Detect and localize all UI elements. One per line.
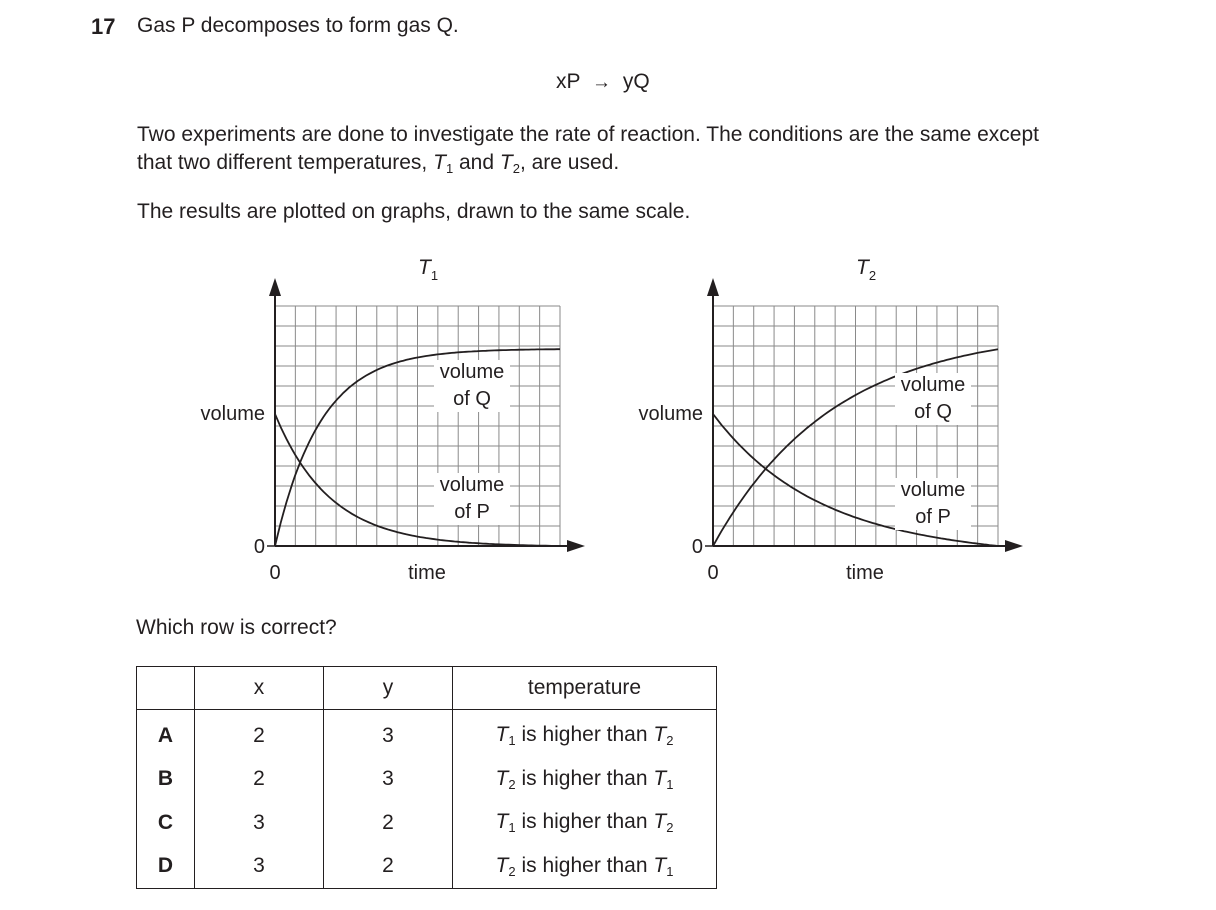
y-axis-label: volume [638, 403, 703, 425]
row-temperature: $T_2$ is higher than $T_1$ [453, 758, 717, 802]
row-letter: C [137, 801, 195, 845]
row-x-value: 3 [195, 801, 324, 845]
row-temperature: $T_2$ is higher than $T_1$ [453, 845, 717, 889]
table-row[interactable] [137, 801, 717, 845]
question-paragraph-2: The results are plotted on graphs, drawn to the same scale. [137, 200, 691, 223]
row-y-value: 3 [324, 758, 453, 802]
label-volume-of-p-line2: of P [915, 506, 951, 528]
row-temperature: $T_1$ is higher than $T_2$ [453, 710, 717, 758]
x-axis-label: time [846, 562, 884, 584]
label-volume-of-q-line2: of Q [914, 401, 952, 423]
graph-t1 [201, 256, 585, 584]
row-temperature: $T_1$ is higher than $T_2$ [453, 801, 717, 845]
question-number: 17 [91, 14, 116, 39]
label-volume-of-p-line2: of P [454, 501, 490, 523]
equation-arrow: → [591, 72, 611, 93]
graph-t2 [639, 256, 1023, 584]
question-prompt: Which row is correct? [136, 616, 337, 639]
row-letter: D [137, 845, 195, 889]
graph-title: $T_2$ [856, 256, 877, 283]
table-row[interactable] [137, 845, 717, 889]
label-volume-of-q-line1: volume [439, 361, 505, 383]
x-axis-arrow [567, 540, 585, 552]
x-axis-arrow [1005, 540, 1023, 552]
row-letter: A [137, 710, 195, 758]
row-letter: B [137, 758, 195, 802]
equation-product: yQ [622, 70, 650, 93]
row-x-value: 2 [195, 710, 324, 758]
row-x-value: 2 [195, 758, 324, 802]
y-axis-arrow [269, 278, 281, 296]
x-origin-label: 0 [269, 562, 281, 584]
table-row[interactable] [137, 710, 717, 758]
y-axis-label: volume [200, 403, 265, 425]
header-x: x [195, 667, 324, 710]
label-volume-of-q-line2: of Q [453, 388, 491, 410]
x-origin-label: 0 [707, 562, 719, 584]
header-y: y [324, 667, 453, 710]
equation-reactant: xP [556, 70, 581, 93]
question-paragraph-1: Two experiments are done to investigate the rate of reaction. The conditions are the same except that two different temperatures, $T_1$ and $T_2$, are used. [137, 123, 1039, 176]
row-y-value: 3 [324, 710, 453, 758]
row-y-value: 2 [324, 845, 453, 889]
header-temperature: temperature [453, 667, 717, 710]
x-axis-label: time [408, 562, 446, 584]
table-row[interactable] [137, 758, 717, 802]
question-stem: Gas P decomposes to form gas Q. [137, 14, 459, 37]
graph-title: $T_1$ [418, 256, 439, 283]
y-origin-label: 0 [691, 536, 703, 558]
table-header-row [137, 667, 717, 710]
header-blank [137, 667, 195, 710]
y-axis-arrow [707, 278, 719, 296]
label-volume-of-q-line1: volume [900, 374, 966, 396]
label-volume-of-p-line1: volume [439, 474, 505, 496]
row-y-value: 2 [324, 801, 453, 845]
label-volume-of-p-line1: volume [900, 479, 966, 501]
row-x-value: 3 [195, 845, 324, 889]
answer-table [136, 666, 717, 889]
y-origin-label: 0 [253, 536, 265, 558]
